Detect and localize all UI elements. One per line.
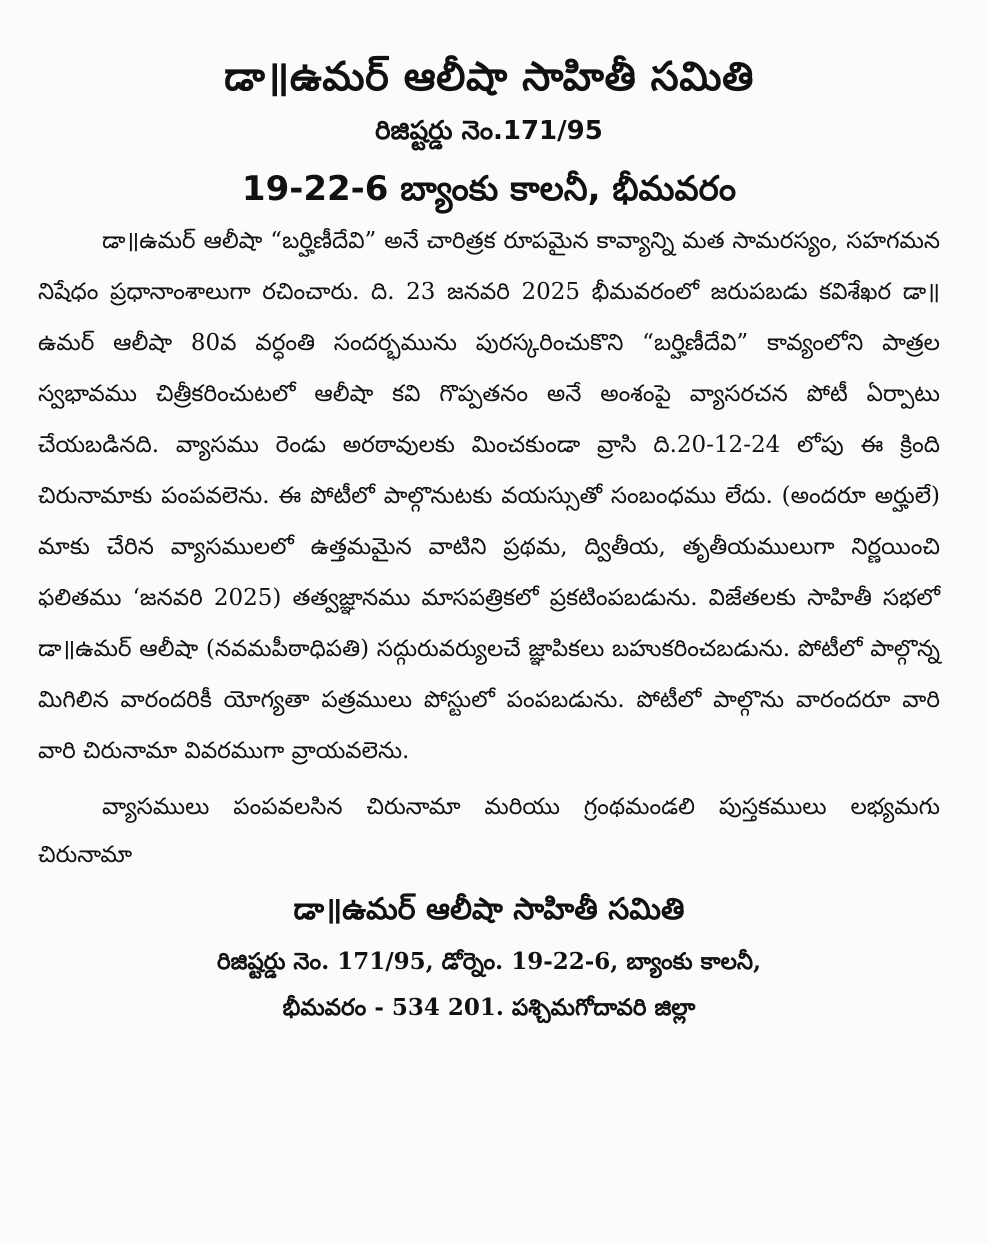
registration-number: రిజిష్టర్డు నెం.171/95 bbox=[375, 116, 603, 146]
main-paragraph: డా॥ఉమర్ ఆలీషా “బర్హిణీదేవి” అనే చారిత్రక రూపమైన కావ్యాన్ని మత సామరస్యం, సహగమన నిషేధం ప్రధానాంశాలుగా రచించారు. ది. 23 జనవరి 2025 భీమవరంలో జరుపబడు కవిశేఖర డా॥ఉమర్ ఆలీషా 80వ వర్ధంతి సందర్భమును పురస్కరించుకొని “బర్హిణీదేవి” కావ్యంలోని పాత్రల స్వభావము చిత్రీకరించుటలో ఆలీషా కవి గొప్పతనం అనే అంశంపై వ్యాసరచన పోటీ ఏర్పాటు చేయబడినది. వ్యాసము రెండు అరఠావులకు మించకుండా వ్రాసి ది.20-12-24 లోపు ఈ క్రింది చిరునామాకు పంపవలెను. ఈ పోటీలో పాల్గొనుటకు వయస్సుతో సంబంధము లేదు. (అందరూ అర్హులే) మాకు చేరిన వ్యాసములలో ఉత్తమమైన వాటిని ప్రథమ, ద్వితీయ, తృతీయములుగా నిర్ణయించి ఫలితము ‘జనవరి 2025) తత్వజ్ఞానము మాసపత్రికలో ప్రకటింపబడును. విజేతలకు సాహితీ సభలో డా॥ఉమర్ ఆలీషా (నవమపీఠాధిపతి) సద్గురువర్యులచే జ్ఞాపికలు బహుకరించబడును. పోటీలో పాల్గొన్న మిగిలిన వారందరికీ యోగ్యతా పత్రములు పోస్టులో పంపబడును. పోటీలో పాల్గొను వారందరూ వారి వారి చిరునామా వివరముగా వ్రాయవలెను. bbox=[38, 228, 940, 764]
document-title: డా॥ఉమర్ ఆలీషా సాహితీ సమితి bbox=[224, 54, 754, 100]
address-intro-paragraph: వ్యాసములు పంపవలసిన చిరునామా మరియు గ్రంథమండలి పుస్తకములు లభ్యమగు చిరునామా bbox=[38, 794, 940, 868]
footer-address-line-1: రిజిష్టర్డు నెం. 171/95, డోర్నెం. 19-22-6, బ్యాంకు కాలనీ, bbox=[216, 948, 762, 975]
footer-address-line-2: భీమవరం - 534 201. పశ్చిమగోదావరి జిల్లా bbox=[282, 994, 696, 1021]
header-address: 19-22-6 బ్యాంకు కాలనీ, భీమవరం bbox=[241, 169, 737, 209]
footer-title: డా॥ఉమర్ ఆలీషా సాహితీ సమితి bbox=[293, 892, 685, 927]
